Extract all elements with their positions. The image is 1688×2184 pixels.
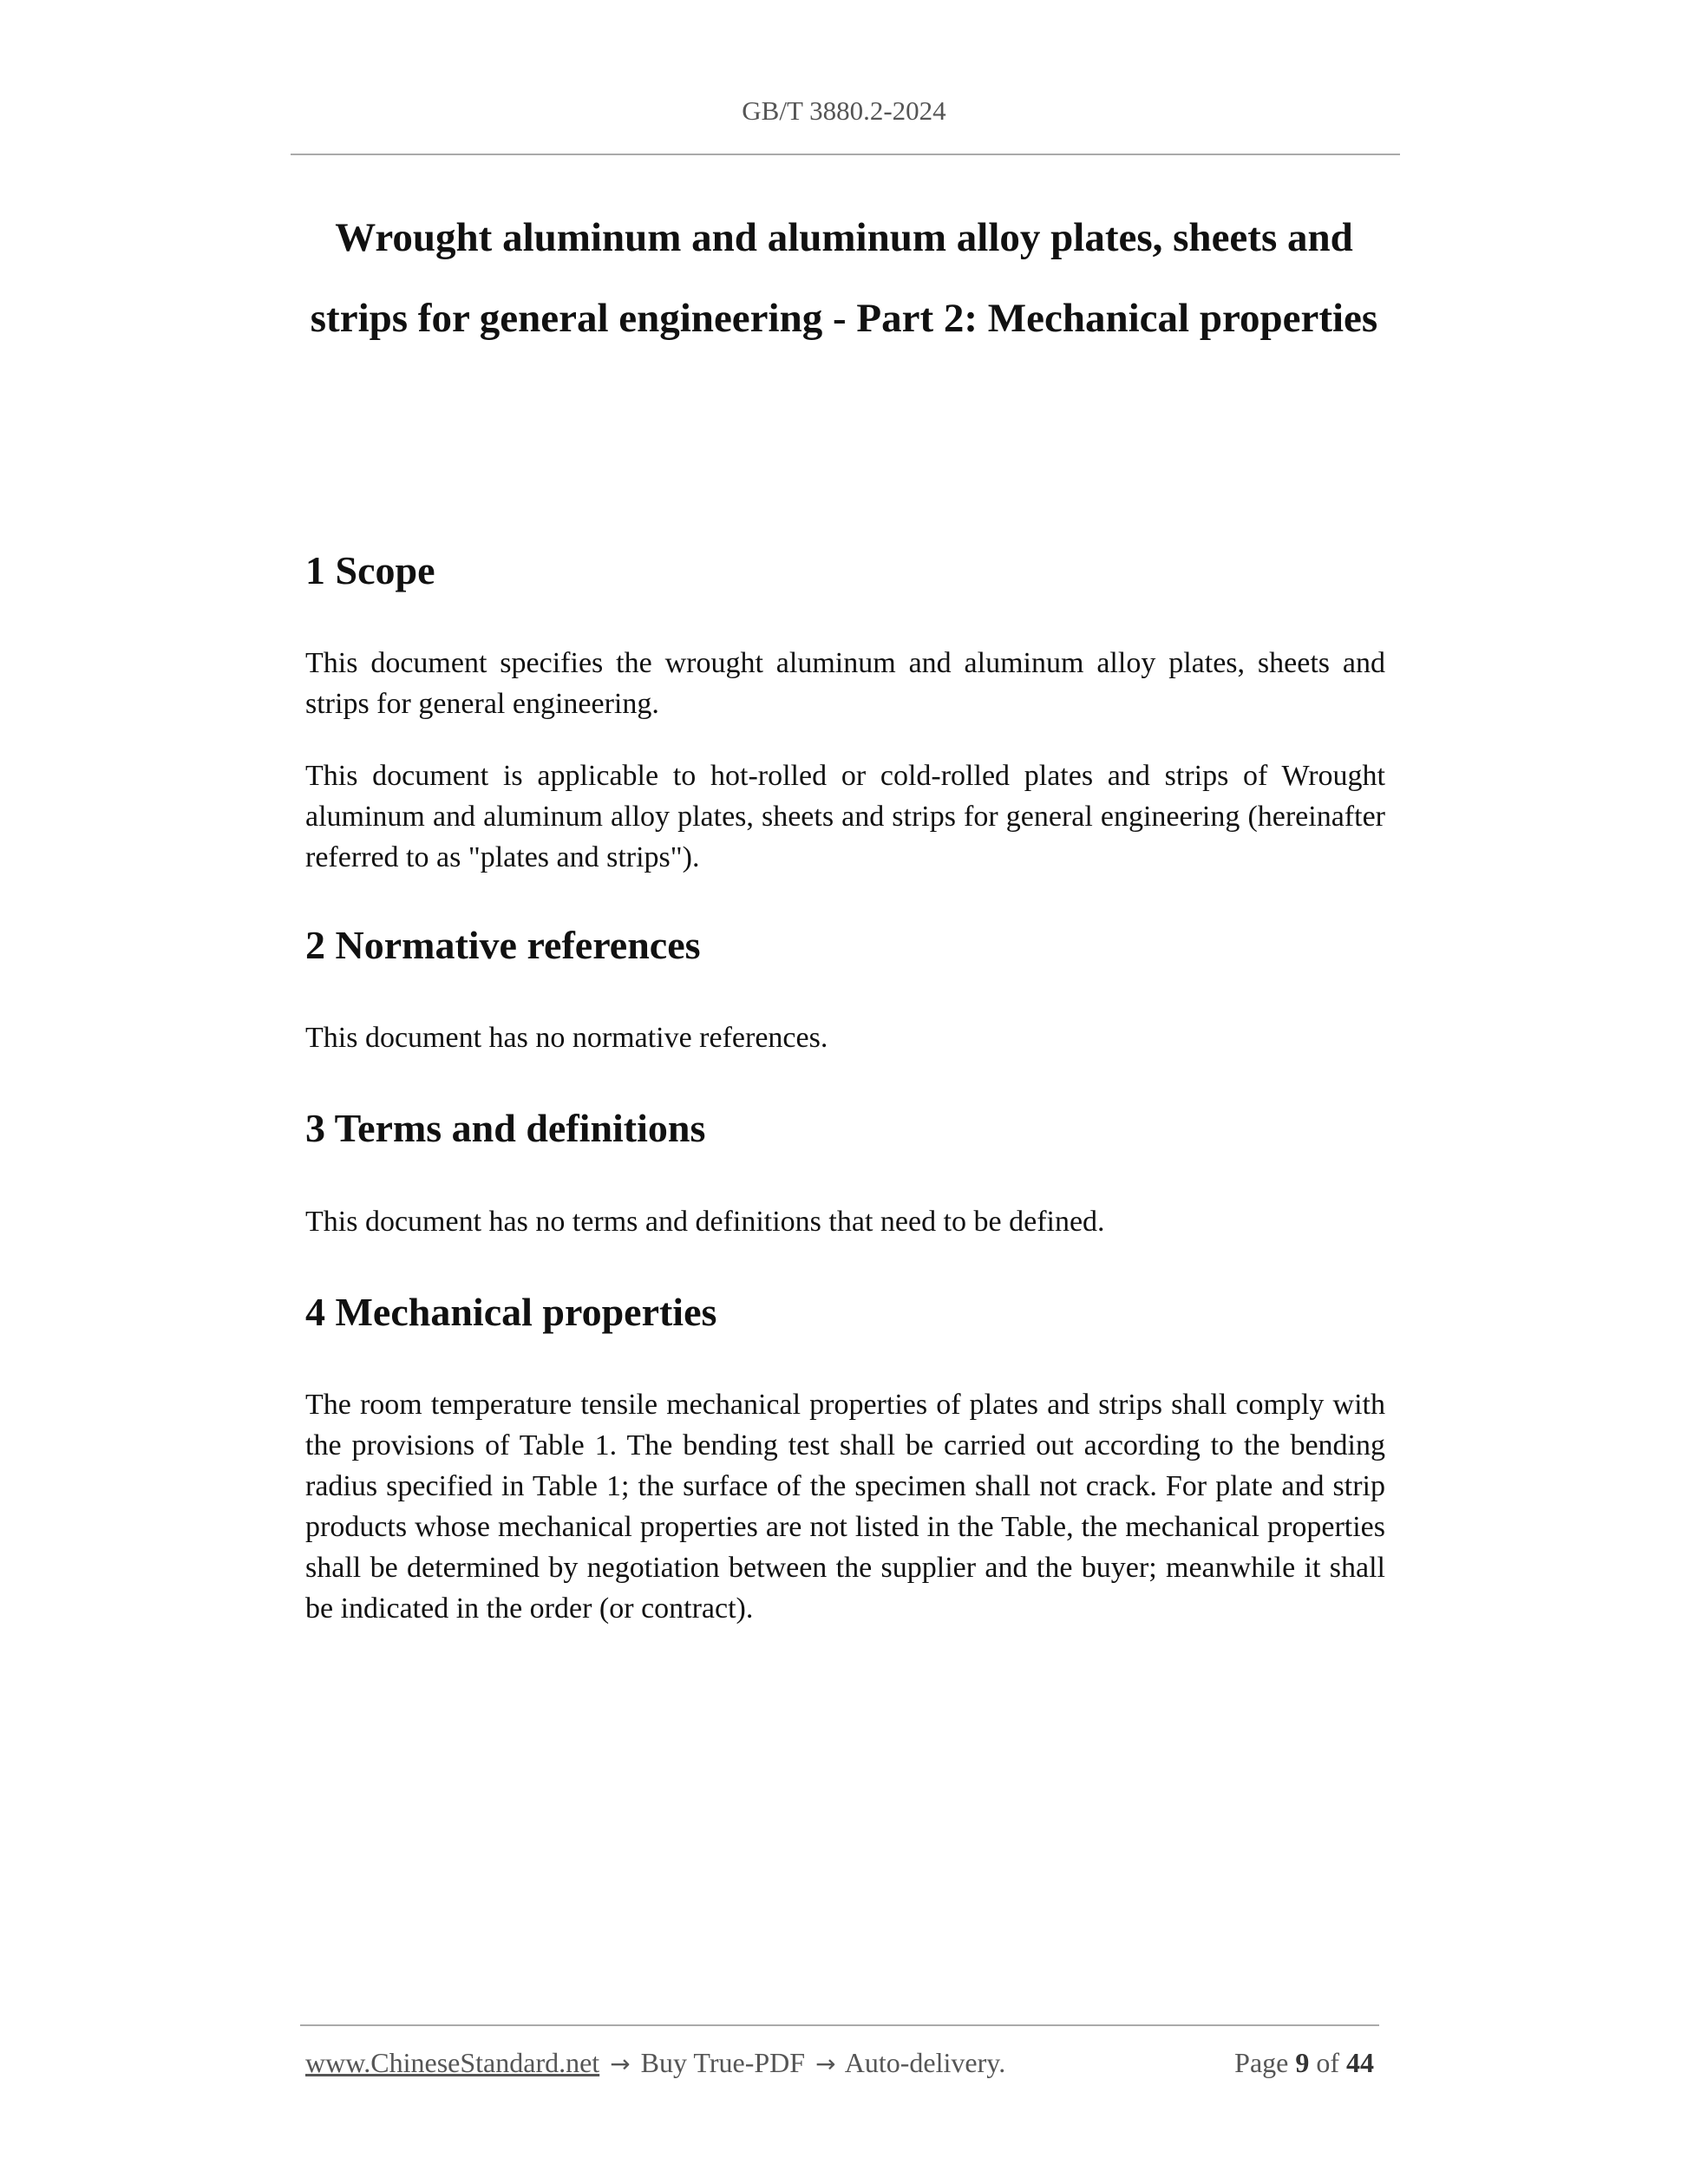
scope-paragraph-2: This document is applicable to hot-rolled or cold-rolled plates and strips of Wrought aluminum and aluminum alloy plates, sheets and strips for general engineering (hereinafter referred to as "plates and strips"). xyxy=(305,760,1385,873)
header-divider xyxy=(291,154,1400,155)
footer-step-buy: Buy True-PDF xyxy=(640,2047,806,2078)
terms-definitions-paragraph: This document has no terms and definitions that need to be defined. xyxy=(305,1206,1105,1238)
current-page-number: 9 xyxy=(1295,2047,1310,2078)
footer-divider xyxy=(300,2024,1379,2026)
page-indicator xyxy=(1234,2049,1374,2076)
mechanical-properties-paragraph: The room temperature tensile mechanical properties of plates and strips shall comply with the provisions of Table 1. The bending test shall be carried out according to the bending radius specified in Table 1; the surface of the specimen shall not crack. For plate and strip products whose mechanical properties are not listed in the Table, the mechanical properties shall be determined by negotiation between the supplier and the buyer; meanwhile it shall be indicated in the order (or contract). xyxy=(305,1389,1385,1625)
scope-paragraph-1: This document specifies the wrought aluminum and aluminum alloy plates, sheets and strips for general engineering. xyxy=(305,647,1385,720)
header-standard-code: GB/T 3880.2-2024 xyxy=(742,95,946,126)
arrow-right-icon: → xyxy=(610,2050,631,2078)
arrow-right-icon: → xyxy=(815,2050,836,2078)
footer-step-delivery: Auto-delivery. xyxy=(844,2047,1006,2078)
page-label: Page xyxy=(1234,2047,1289,2078)
document-title: Wrought aluminum and aluminum alloy plates, sheets and strips for general engineering - Part 2: Mechanical properties xyxy=(310,215,1378,341)
section-heading-scope: 1 Scope xyxy=(305,548,435,592)
section-heading-terms-definitions: 3 Terms and definitions xyxy=(305,1106,706,1150)
chinesestandard-link[interactable]: www.ChineseStandard.net xyxy=(305,2047,600,2078)
footer-purchase-info xyxy=(305,2049,1005,2076)
section-heading-normative-references: 2 Normative references xyxy=(305,923,701,967)
total-pages-number: 44 xyxy=(1346,2047,1374,2078)
section-heading-mechanical-properties: 4 Mechanical properties xyxy=(305,1290,717,1334)
normative-references-paragraph: This document has no normative references. xyxy=(305,1022,828,1054)
of-label: of xyxy=(1316,2047,1339,2078)
